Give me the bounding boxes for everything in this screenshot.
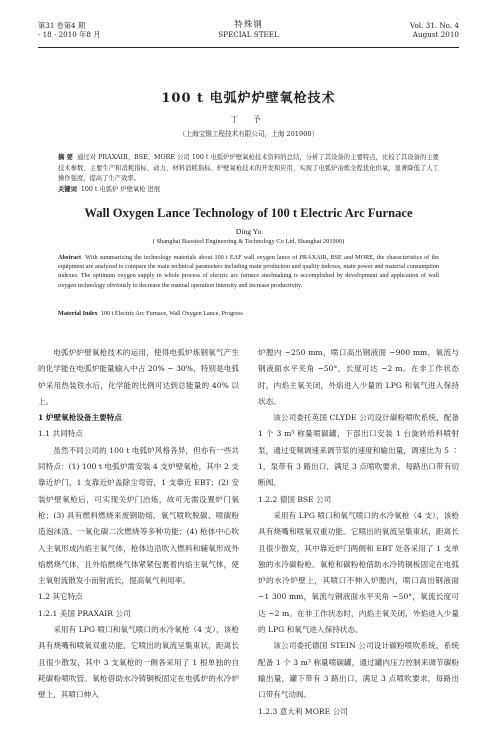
paragraph-praxair: 采用有 LPG 喷口和氧气喷口的水冷氧枪（4 支），该枪具有烧嘴和喷氧双重功能，它喷出的氧流呈集束状，距离长且很少散发，其中 3 支氧枪的一侧各采用了 1 根单独的自耗碳粉喷吹管。氧枪借助水冷铸铜板固定在电弧炉的水冷炉壁上，其喷口伸入 xyxy=(38,625,239,700)
keywords-label-cn: 关键词 xyxy=(58,186,77,193)
abstract-text-cn: 通过对 PRAXAIR、BSE、MORE 公司 100 t 电弧炉炉壁氧枪技术资料的总结，分析了其设备的主要特点，比较了其设备的主要技术参数、主要生产和消耗指标、动力、材料消耗指标。炉壁氧枪技术的开发和应用，实现了电弧炉冶炼全程优化供氧，显著降低了人工操作强度，提高了生产效率。 xyxy=(58,154,439,182)
header-page-date-cn: · 18 · 2010 年8 月 xyxy=(38,30,101,39)
article-title-cn: 100 t 电弧炉炉壁氧枪技术 xyxy=(161,91,336,106)
keywords-cn xyxy=(58,185,439,195)
header-journal-cn: 特殊钢 xyxy=(234,20,263,30)
keywords-label-en: Material Index xyxy=(58,310,98,317)
paragraph-clyde: 该公司委托英国 CLYDE 公司设计碳粉喷吹系统，配备 1 个 3 m³ 称量喷碳罐，下部出口安装 1 台旋转给料喷射泵，通过变频调速来调节浆的速度和输出量，调速比为 5 ∶ 1，泵带有 3 路出口，满足 3 点喷吹要求，每路出口带有切断阀。 xyxy=(258,413,459,488)
abstract-text-en: With summarizing the technology materials about 100 t EAF wall oxygen lance of PRAXAIR, BSE and MORE, the characteristics of the equipment are analyzed to compare the main technical parameters including main production and quality indexes, main power and material consumption indexes. The optimum oxygen supply in whole process of electric arc furnace steelmaking is accomplished by development and application of wall oxygen technology obviously to decrease the manual operation intensity and increase productivity. xyxy=(58,254,439,289)
keywords-text-en: 100 t Electric Arc Furnace, Wall Oxygen Lance, Progress xyxy=(100,310,243,317)
body-column-right xyxy=(258,345,459,720)
keywords-en xyxy=(58,309,439,318)
header-volume-cn: 第31 卷第4 期 xyxy=(38,21,86,30)
paragraph-common-features: 虽然不同公司的 100 t 电弧炉风格各异，但亦有一些共同特点：(1) 100 t 电弧炉需安装 4 支炉壁氧枪，其中 2 支靠近炉门，1 支靠近炉盖除尘弯管，1 支靠近 EBT；(2) 安装炉壁氧枪后，可实现关炉门冶炼，故可无需设置炉门氧枪；(3) 具有燃料燃烧来废钢助熔、氧气喷吹脱碳、喷碳粉造泡沫渣、一氧化碳二次燃烧等多种功能；(4) 枪体中心吹入主氧形成内焰主氧气体，枪体边沿吹入燃料和辅氧形成外焰燃烧气体，且外焰燃烧气体紧紧包裹着内焰主氧气体，使主氧射流散发小而射流长，提高氧气利用率。 xyxy=(38,445,239,586)
affiliation-cn: （上海宝钢工程技术有限公司，上海 201900） xyxy=(178,130,319,138)
paragraph-stein: 该公司委托德国 STEIN 公司设计碳粉喷吹系统，系统配备 1 个 3 m³ 称量喷碳罐，通过罐内压力控制来调节碳粉输出量，罐下带有 3 路出口，满足 3 点喷吹要求，每路出口带有气动阀。 xyxy=(258,641,459,700)
author-cn: 丁 予 xyxy=(230,115,267,124)
article-title-en: Wall Oxygen Lance Technology of 100 t Electric Arc Furnace xyxy=(84,206,413,220)
paragraph-praxair-cont: 炉膛内 ~250 mm，喷口高出钢液面 ~900 mm，氧流与钢液面水平夹角 ~50°，长度可达 ~2 m。在非工作状态时，内焰主氧关闭，外焰进入少量的 LPG 和氧气进入保持状态。 xyxy=(258,348,459,406)
page-header xyxy=(38,21,459,48)
header-volume-en: Vol. 31. No. 4 xyxy=(409,21,459,30)
section-heading-1: 1 炉壁氧枪设备主要特点 xyxy=(38,413,122,423)
subsection-heading-1-2: 1.2 其它特点 xyxy=(38,592,83,602)
paragraph-bse: 采用有 LPG 喷口和氧气喷口的水冷氧枪（4 支），该枪具有烧嘴和喷氧双重功能。它喷出的氧流呈集束状，距离长且很少散发，其中靠近炉门两侧和 EBT 处各采用了 1 支单独的水冷碳粉枪。氧枪和碳粉枪借助水冷铸铜板固定在电弧炉的水冷炉壁上，其喷口不伸入炉膛内，喷口高出钢液面 ~1 300 mm，氧流与钢液面水平夹角 ~50°，氧流长度可达 ~2 m。在非工作状态时，内焰主氧关闭，外焰进入少量的 LPG 和氧气进入保持状态。 xyxy=(258,510,459,635)
subsection-heading-1-2-3: 1.2.3 意大利 MORE 公司 xyxy=(258,706,348,716)
abstract-en xyxy=(58,253,439,290)
abstract-label-cn: 摘 要 xyxy=(58,154,73,161)
paragraph-intro: 电弧炉炉壁氧枪技术的运用，使得电弧炉炼钢氧气产生的化学能在电弧炉能量输入中占 20% ~ 30%，特别是电弧炉采用热装铁水后，化学能的比例可达到总能量的 40% 以上。 xyxy=(38,348,239,406)
subsection-heading-1-2-2: 1.2.2 德国 BSE 公司 xyxy=(258,494,332,504)
header-date-en: August 2010 xyxy=(412,30,459,39)
keywords-text-cn: 100 t 电弧炉 炉壁氧枪 进展 xyxy=(80,186,161,193)
body-column-left xyxy=(38,345,239,704)
subsection-heading-1-1: 1.1 共同特点 xyxy=(38,429,83,439)
header-volume-en-block xyxy=(410,21,459,39)
subsection-heading-1-2-1: 1.2.1 美国 PRAXAIR 公司 xyxy=(38,608,131,618)
header-journal-name xyxy=(38,21,459,39)
abstract-label-en: Abstract xyxy=(58,254,82,261)
author-en: Ding Yu xyxy=(235,227,262,236)
abstract-cn xyxy=(58,153,439,185)
affiliation-en: ( Shanghai Baosteel Engineering & Technology Co Ltd, Shanghai 201900) xyxy=(152,238,345,245)
header-journal-en: SPECIAL STEEL xyxy=(218,30,279,39)
